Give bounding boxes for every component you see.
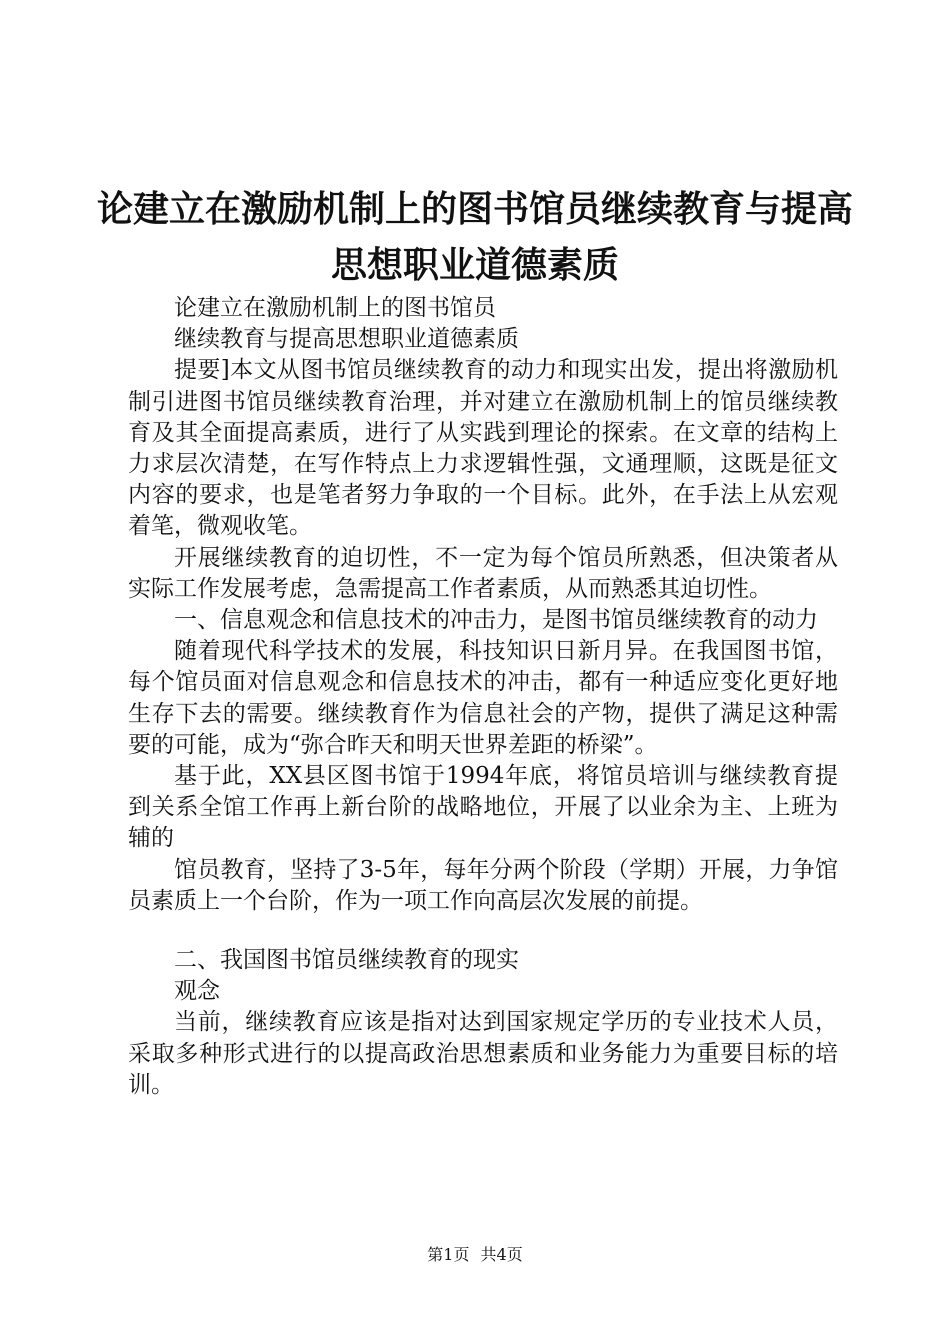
page-footer [0,1242,950,1265]
body-paragraph: 基于此，XX县区图书馆于1994年底，将馆员培训与继续教育提到关系全馆工作再上新台阶的战略地位，开展了以业余为主、上班为辅的 [128,763,838,852]
section-heading-2-continued: 观念 [174,978,220,1005]
subtitle-line-2: 继续教育与提高思想职业道德素质 [174,326,519,353]
page-number: 第1页 [427,1245,470,1264]
body-paragraph: 随着现代科学技术的发展，科技知识日新月异。在我国图书馆，每个馆员面对信息观念和信息技术的冲击，都有一种适应变化更好地生存下去的需要。继续教育作为信息社会的产物，提供了满足这种需要的可能，成为“弥合昨天和明天世界差距的桥梁”。 [128,638,838,758]
body-paragraph: 开展继续教育的迫切性，不一定为每个馆员所熟悉，但决策者从实际工作发展考虑，急需提高工作者素质，从而熟悉其迫切性。 [128,544,838,602]
section-heading-2: 二、我国图书馆员继续教育的现实 [174,947,519,974]
document-body [128,293,838,1101]
document-title: 论建立在激励机制上的图书馆员继续教育与提高思想职业道德素质 [96,189,853,286]
abstract-paragraph: 提要]本文从图书馆员继续教育的动力和现实出发，提出将激励机制引进图书馆员继续教育治理，并对建立在激励机制上的馆员继续教育及其全面提高素质，进行了从实践到理论的探索。在文章的结构上力求层次清楚，在写作特点上力求逻辑性强，文通理顺，这既是征文内容的要求，也是笔者努力争取的一个目标。此外，在手法上从宏观着笔，微观收笔。 [128,357,838,540]
section-heading-1: 一、信息观念和信息技术的冲击力，是图书馆员继续教育的动力 [174,607,818,634]
subtitle-line-1: 论建立在激励机制上的图书馆员 [174,295,496,321]
body-paragraph: 馆员教育，坚持了3-5年，每年分两个阶段（学期）开展，力争馆员素质上一个台阶，作为一项工作向高层次发展的前提。 [128,856,838,914]
page-total: 共4页 [480,1245,523,1264]
body-paragraph: 当前，继续教育应该是指对达到国家规定学历的专业技术人员，采取多种形式进行的以提高政治思想素质和业务能力为重要目标的培训。 [128,1009,838,1098]
